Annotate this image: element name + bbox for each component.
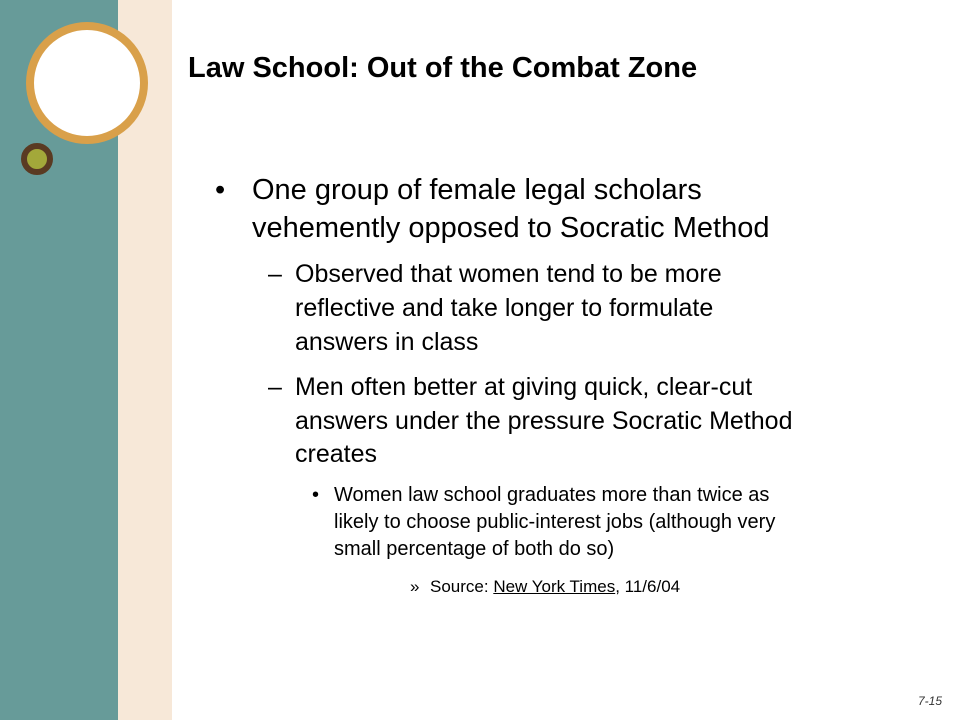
nested-bullet-text-line: Women law school graduates more than twice as bbox=[334, 484, 770, 506]
nested-bullet-text-line: likely to choose public-interest jobs (although very bbox=[334, 511, 776, 533]
sub-bullet-text-line: Observed that women tend to be more bbox=[295, 260, 722, 288]
sub-bullet-text-line: answers in class bbox=[295, 328, 479, 356]
nested-bullet-text-line: small percentage of both do so) bbox=[334, 538, 615, 560]
sub-bullet-text-line: creates bbox=[295, 440, 377, 468]
slide-number: 7-15 bbox=[917, 694, 942, 708]
bullet-text-line: vehemently opposed to Socratic Method bbox=[252, 212, 770, 244]
source-marker: » bbox=[410, 577, 420, 596]
sub-bullet-text-line: answers under the pressure Socratic Method bbox=[295, 407, 793, 435]
slide-title: Law School: Out of the Combat Zone bbox=[188, 52, 698, 84]
source-prefix: Source: bbox=[430, 577, 494, 596]
bullet-marker: • bbox=[215, 174, 226, 206]
source-citation bbox=[430, 577, 680, 597]
sub-bullet-text-line: reflective and take longer to formulate bbox=[295, 294, 714, 322]
bullet-marker: • bbox=[312, 484, 320, 506]
source-publication: New York Times bbox=[493, 577, 616, 596]
bullet-text-line: One group of female legal scholars bbox=[252, 174, 702, 206]
dash-marker: – bbox=[268, 373, 282, 401]
source-date: , 11/6/04 bbox=[615, 577, 681, 596]
dash-marker: – bbox=[268, 260, 282, 288]
sub-bullet-text-line: Men often better at giving quick, clear-cut bbox=[295, 373, 753, 401]
